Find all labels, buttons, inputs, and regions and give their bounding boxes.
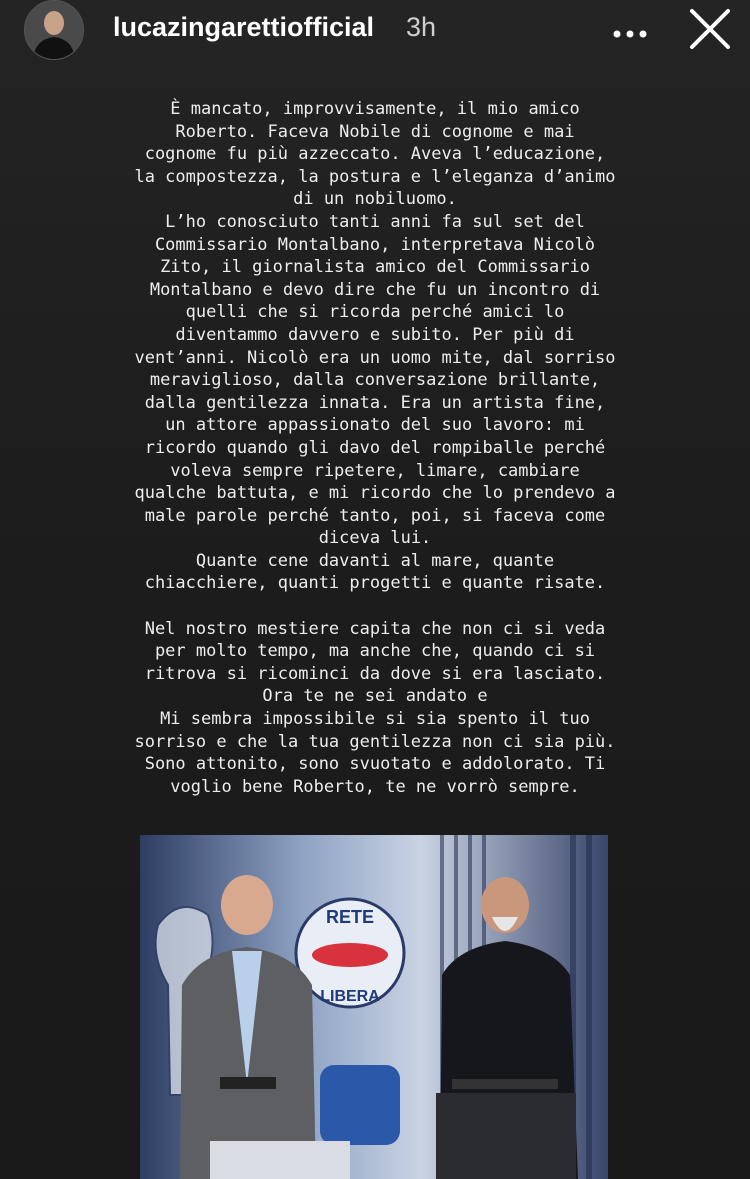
- logo-text-libera: LIBERA: [320, 988, 380, 1005]
- story-caption-text: È mancato, improvvisamente, il mio amico Roberto. Faceva Nobile di cognome e mai cognome fu più azzeccato. Aveva l’educazione, la compostezza, la postura e l’eleganza d’animo di un nobiluomo. L’ho conosciuto tanti anni fa sul set del Commissario Montalbano, interpretava Nicolò Zito, il giornalista amico del Commissario Montalbano e devo dire che fu un incontro di quelli che si ricorda perché amici lo diventammo davvero e subito. Per più di vent’anni. Nicolò era un uomo mite, dal sorriso meraviglioso, dalla conversazione brillante, dalla gentilezza innata. Era un artista fine, un attore appassionato del suo lavoro: mi ricordo quando gli davo del rompiballe perché voleva sempre ripetere, limare, cambiare qualche battuta, e mi ricordo che lo prendevo a male parole perché tanto, poi, si faceva come diceva lui. Quante cene davanti al mare, quante chiacchiere, quanti progetti e quante risate. Nel nostro mestiere capita che non ci si veda per molto tempo, ma anche che, quando ci si ritrova si ricominci da dove si era lasciato. Ora te ne sei andato e Mi sembra impossibile si sia spento il tuo sorriso e che la tua gentilezza non ci sia più. Sono attonito, sono svuotato e addolorato. Ti voglio bene Roberto, te ne vorrò sempre.: [134, 99, 616, 797]
- username[interactable]: lucazingarettiofficial: [113, 12, 375, 42]
- story-header: [0, 0, 750, 60]
- story-photo: [140, 835, 608, 1179]
- avatar[interactable]: [24, 0, 84, 60]
- close-icon[interactable]: [686, 5, 734, 53]
- logo-text-rete: RETE: [325, 907, 375, 927]
- post-time: 3h: [406, 12, 437, 42]
- more-options-icon[interactable]: [612, 24, 648, 34]
- profile-avatar-icon: [25, 1, 83, 59]
